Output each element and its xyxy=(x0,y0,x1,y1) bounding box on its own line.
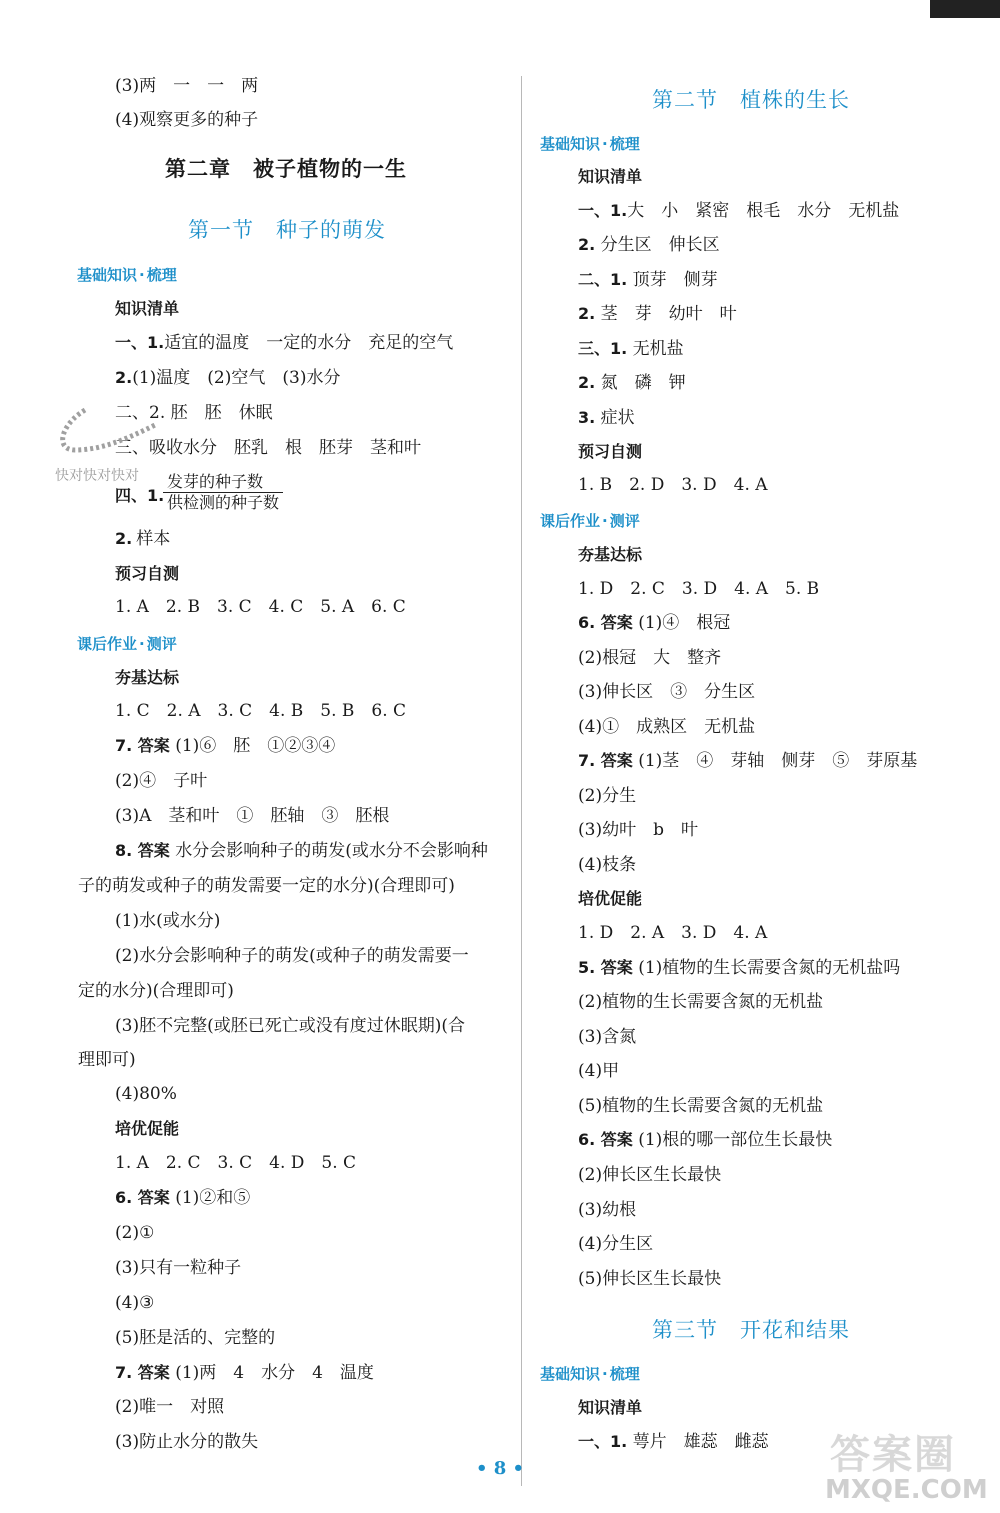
answer-line: (5)植物的生长需要含氮的无机盐 xyxy=(578,1096,824,1116)
item-number: 三、1. xyxy=(578,339,628,358)
answer-line: (2)分生 xyxy=(578,786,637,806)
subsection-title: 培优促能 xyxy=(578,889,643,908)
answer-line xyxy=(578,1129,832,1151)
answer-line: (3)只有一粒种子 xyxy=(115,1258,242,1278)
answer-line: (4)分生区 xyxy=(578,1234,654,1254)
choice-answers: 1. A 2. C 3. C 4. D 5. C xyxy=(115,1153,357,1173)
watermark-swoosh-icon xyxy=(55,405,165,465)
answer-line: (3)防止水分的散失 xyxy=(115,1432,259,1452)
answer-line: (2)④ 子叶 xyxy=(115,771,208,791)
list-item xyxy=(115,528,170,550)
answer-text: 水分会影响种子的萌发(或水分不会影响种 xyxy=(175,841,488,861)
item-text: 样本 xyxy=(136,529,171,549)
column-divider xyxy=(521,76,522,1486)
answer-line: (2)伸长区生长最快 xyxy=(578,1165,722,1185)
item-number: 3. xyxy=(578,408,596,427)
answer-line: (4)③ xyxy=(115,1293,155,1313)
answer-label: 6. 答案 xyxy=(578,1130,633,1149)
list-item xyxy=(115,332,453,354)
subsection-title: 预习自测 xyxy=(578,442,643,461)
answer-text: (1)植物的生长需要含氮的无机盐吗 xyxy=(638,958,901,978)
answer-line: 定的水分)(合理即可) xyxy=(78,981,234,1001)
chapter-title: 第二章 被子植物的一生 xyxy=(165,157,407,181)
answer-label: 6. 答案 xyxy=(115,1188,170,1207)
answer-label: 6. 答案 xyxy=(578,613,633,632)
answer-label: 5. 答案 xyxy=(578,958,633,977)
item-text: 症状 xyxy=(600,408,635,428)
choice-answers: 1. C 2. A 3. C 4. B 5. B 6. C xyxy=(115,701,407,721)
answer-line: (2)唯一 对照 xyxy=(115,1397,225,1417)
item-number: 2. xyxy=(578,235,596,254)
item-text: 无机盐 xyxy=(632,339,684,359)
item-number: 二、1. xyxy=(578,270,628,289)
item-text: 顶芽 侧芽 xyxy=(632,270,718,290)
item-text: 分生区 伸长区 xyxy=(600,235,720,255)
answer-text: (1)②和⑤ xyxy=(175,1188,251,1208)
category-label-b: 梳理 xyxy=(609,135,640,153)
section-title: 第三节 开花和结果 xyxy=(652,1318,850,1342)
list-item xyxy=(578,407,635,429)
corner-scan-mark xyxy=(930,0,1000,18)
answer-label: 7. 答案 xyxy=(578,751,633,770)
answer-line: (2)① xyxy=(115,1223,155,1243)
answer-line xyxy=(115,1362,374,1384)
list-item xyxy=(578,200,899,222)
answer-line: (1)水(或水分) xyxy=(115,911,221,931)
answer-line xyxy=(578,750,917,772)
choice-answers: 1. B 2. D 3. D 4. A xyxy=(578,475,768,495)
subsection-title: 夯基达标 xyxy=(115,668,180,687)
watermark-logo-text: 答案圈 xyxy=(830,1432,956,1478)
answer-line xyxy=(578,612,730,634)
watermark-logo xyxy=(55,405,165,505)
watermark-text: 快对快对快对 xyxy=(55,468,139,484)
germination-rate-fraction xyxy=(163,472,283,513)
category-label-a: 基础知识 xyxy=(77,266,138,284)
section-title: 第二节 植株的生长 xyxy=(652,88,850,112)
item-text: 萼片 雄蕊 雌蕊 xyxy=(632,1432,769,1452)
category-label-b: 梳理 xyxy=(146,266,177,284)
category-label: 基础知识 · 梳理 xyxy=(540,1365,640,1383)
list-item xyxy=(578,338,684,360)
category-label-b: 测评 xyxy=(146,635,177,653)
category-label-a: 基础知识 xyxy=(540,1365,601,1383)
answer-line: 理即可) xyxy=(78,1050,136,1070)
list-item xyxy=(578,303,737,325)
list-item xyxy=(578,372,686,394)
item-number: 2. xyxy=(115,529,133,548)
answer-line: (4)① 成熟区 无机盐 xyxy=(578,717,756,737)
page-number: • 8 • xyxy=(475,1458,525,1479)
category-label: 课后作业 · 测评 xyxy=(540,512,640,530)
item-text: 适宜的温度 一定的水分 充足的空气 xyxy=(164,333,454,353)
item-text: 二、2. 胚 胚 休眠 xyxy=(115,403,273,423)
choice-answers: 1. D 2. C 3. D 4. A 5. B xyxy=(578,579,820,599)
category-label-a: 基础知识 xyxy=(540,135,601,153)
answer-label: 7. 答案 xyxy=(115,736,170,755)
answer-line: (4)甲 xyxy=(578,1061,620,1081)
item-text: 茎 芽 幼叶 叶 xyxy=(600,304,737,324)
answer-text: (1)④ 根冠 xyxy=(638,613,731,633)
section-title: 第一节 种子的萌发 xyxy=(188,218,386,242)
answer-line: (5)伸长区生长最快 xyxy=(578,1269,722,1289)
list-title: 知识清单 xyxy=(578,167,643,186)
answer-line: (3)A 茎和叶 ① 胚轴 ③ 胚根 xyxy=(115,806,390,826)
choice-answers: 1. A 2. B 3. C 4. C 5. A 6. C xyxy=(115,597,406,617)
answer-line: (4)枝条 xyxy=(578,855,637,875)
list-item xyxy=(115,367,340,389)
answer-line: (3)伸长区 ③ 分生区 xyxy=(578,682,756,702)
category-label-b: 测评 xyxy=(609,512,640,530)
item-number: 2. xyxy=(115,368,133,387)
answer-text: (1)⑥ 胚 ①②③④ xyxy=(175,736,336,756)
answer-line: (2)水分会影响种子的萌发(或种子的萌发需要一 xyxy=(115,946,469,966)
list-item xyxy=(578,269,718,291)
subsection-title: 夯基达标 xyxy=(578,545,643,564)
answer-line: (2)植物的生长需要含氮的无机盐 xyxy=(578,992,824,1012)
answer-line xyxy=(115,1187,250,1209)
item-text: 三、吸收水分 胚乳 根 胚芽 茎和叶 xyxy=(115,438,421,458)
fraction-prefix: 四、1. xyxy=(115,486,165,505)
category-label: 基础知识 · 梳理 xyxy=(540,135,640,153)
item-number: 一、1. xyxy=(578,1432,628,1451)
answer-label: 7. 答案 xyxy=(115,1363,170,1382)
category-label-a: 课后作业 xyxy=(540,512,601,530)
list-title: 知识清单 xyxy=(578,1398,643,1417)
fraction-denominator: 供检测的种子数 xyxy=(167,493,280,512)
item-number: 2. xyxy=(578,373,596,392)
answer-line: (3)幼根 xyxy=(578,1200,637,1220)
answer-text: (1)两 4 水分 4 温度 xyxy=(175,1363,374,1383)
list-item xyxy=(578,234,720,256)
answer-line xyxy=(115,840,488,862)
item-number: 一、1. xyxy=(578,201,628,220)
item-text: 大 小 紧密 根毛 水分 无机盐 xyxy=(627,201,900,221)
answer-line: (4)观察更多的种子 xyxy=(115,110,259,130)
answer-text: (1)茎 ④ 芽轴 侧芽 ⑤ 芽原基 xyxy=(638,751,918,771)
answer-line: (3)两 一 一 两 xyxy=(115,76,259,96)
choice-answers: 1. D 2. A 3. D 4. A xyxy=(578,923,768,943)
list-item xyxy=(578,1431,769,1453)
answer-line: (5)胚是活的、完整的 xyxy=(115,1328,276,1348)
item-text: 氮 磷 钾 xyxy=(600,373,686,393)
item-number: 一、1. xyxy=(115,333,165,352)
category-label-b: 梳理 xyxy=(609,1365,640,1383)
answer-line: (4)80% xyxy=(115,1084,177,1104)
answer-line xyxy=(578,957,900,979)
category-label: 课后作业 · 测评 xyxy=(77,635,177,653)
answer-label: 8. 答案 xyxy=(115,841,170,860)
answer-line: (2)根冠 大 整齐 xyxy=(578,648,722,668)
category-label-a: 课后作业 xyxy=(77,635,138,653)
item-number: 2. xyxy=(578,304,596,323)
category-label: 基础知识 · 梳理 xyxy=(77,266,177,284)
answer-line xyxy=(115,735,335,757)
answer-line: (3)含氮 xyxy=(578,1027,637,1047)
item-text: (1)温度 (2)空气 (3)水分 xyxy=(132,368,341,388)
watermark-url-text: MXQE.COM xyxy=(825,1475,988,1505)
footer-watermark xyxy=(820,1415,1000,1513)
list-title: 知识清单 xyxy=(115,299,180,318)
answer-line: (3)幼叶 b 叶 xyxy=(578,820,698,840)
subsection-title: 预习自测 xyxy=(115,564,180,583)
subsection-title: 培优促能 xyxy=(115,1119,180,1138)
answer-line: (3)胚不完整(或胚已死亡或没有度过休眠期)(合 xyxy=(115,1016,465,1036)
answer-text: (1)根的哪一部位生长最快 xyxy=(638,1130,833,1150)
fraction-numerator: 发芽的种子数 xyxy=(163,472,283,493)
answer-line: 子的萌发或种子的萌发需要一定的水分)(合理即可) xyxy=(78,876,455,896)
